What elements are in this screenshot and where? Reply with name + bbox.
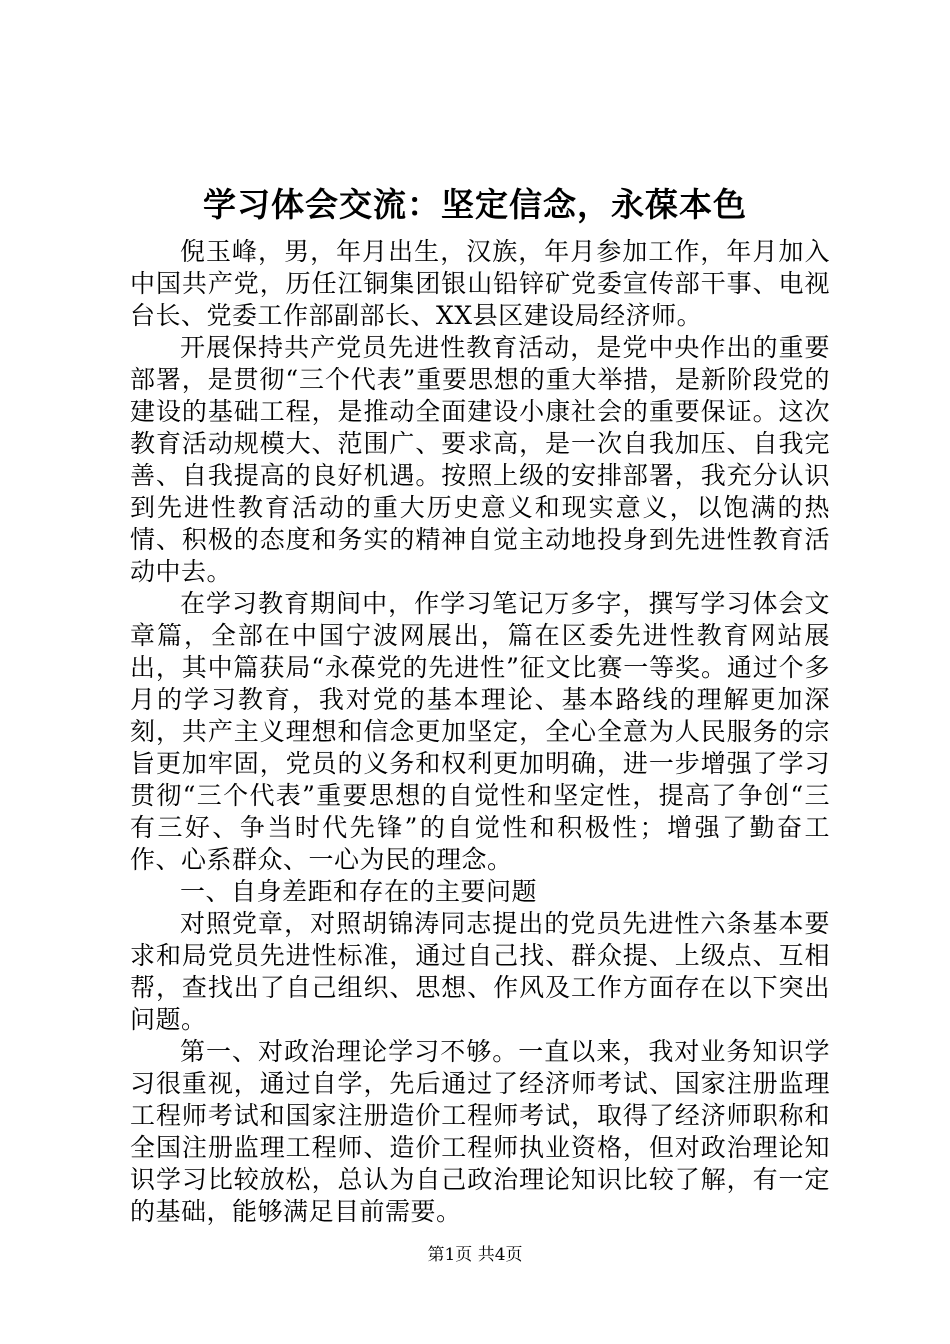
paragraph-activity: 开展保持共产党员先进性教育活动，是党中央作出的重要部署，是贯彻“三个代表”重要思想的重大举措，是新阶段党的建设的基础工程，是推动全面建设小康社会的重要保证。这次教育活动规模大、范围广、要求高，是一次自我加压、自我完善、自我提高的良好机遇。按照上级的安排部署，我充分认识到先进性教育活动的重大历史意义和现实意义，以饱满的热情、积极的态度和务实的精神自觉主动地投身到先进性教育活动中去。 xyxy=(130,333,830,586)
paragraph-study: 在学习教育期间中，作学习笔记万多字，撰写学习体会文章篇，全部在中国宁波网展出，篇在区委先进性教育网站展出，其中篇获局“永葆党的先进性”征文比赛一等奖。通过个多月的学习教育，我对党的基本理论、基本路线的理解更加深刻，共产主义理想和信念更加坚定，全心全意为人民服务的宗旨更加牢固，党员的义务和权利更加明确，进一步增强了学习贯彻“三个代表”重要思想的自觉性和坚定性，提高了争创“三有三好、争当时代先锋”的自觉性和积极性；增强了勤奋工作、心系群众、一心为民的理念。 xyxy=(130,589,830,874)
paragraph-bio: 倪玉峰，男，年月出生，汉族，年月参加工作，年月加入中国共产党，历任江铜集团银山铅锌矿党委宣传部干事、电视台长、党委工作部副部长、XX县区建设局经济师。 xyxy=(130,237,830,330)
section-heading: 一、自身差距和存在的主要问题 xyxy=(180,877,538,906)
page-number-footer: 第1页 共4页 xyxy=(427,1245,523,1265)
document-body xyxy=(130,236,830,1228)
document-title: 学习体会交流：坚定信念，永葆本色 xyxy=(203,185,747,224)
paragraph-comparison: 对照党章，对照胡锦涛同志提出的党员先进性六条基本要求和局党员先进性标准，通过自己找、群众提、上级点、互相帮，查找出了自己组织、思想、作风及工作方面存在以下突出问题。 xyxy=(130,909,830,1034)
paragraph-problem-one: 第一、对政治理论学习不够。一直以来，我对业务知识学习很重视，通过自学，先后通过了经济师考试、国家注册监理工程师考试和国家注册造价工程师考试，取得了经济师职称和全国注册监理工程师、造价工程师执业资格，但对政治理论知识学习比较放松，总认为自己政治理论知识比较了解，有一定的基础，能够满足目前需要。 xyxy=(130,1037,830,1226)
